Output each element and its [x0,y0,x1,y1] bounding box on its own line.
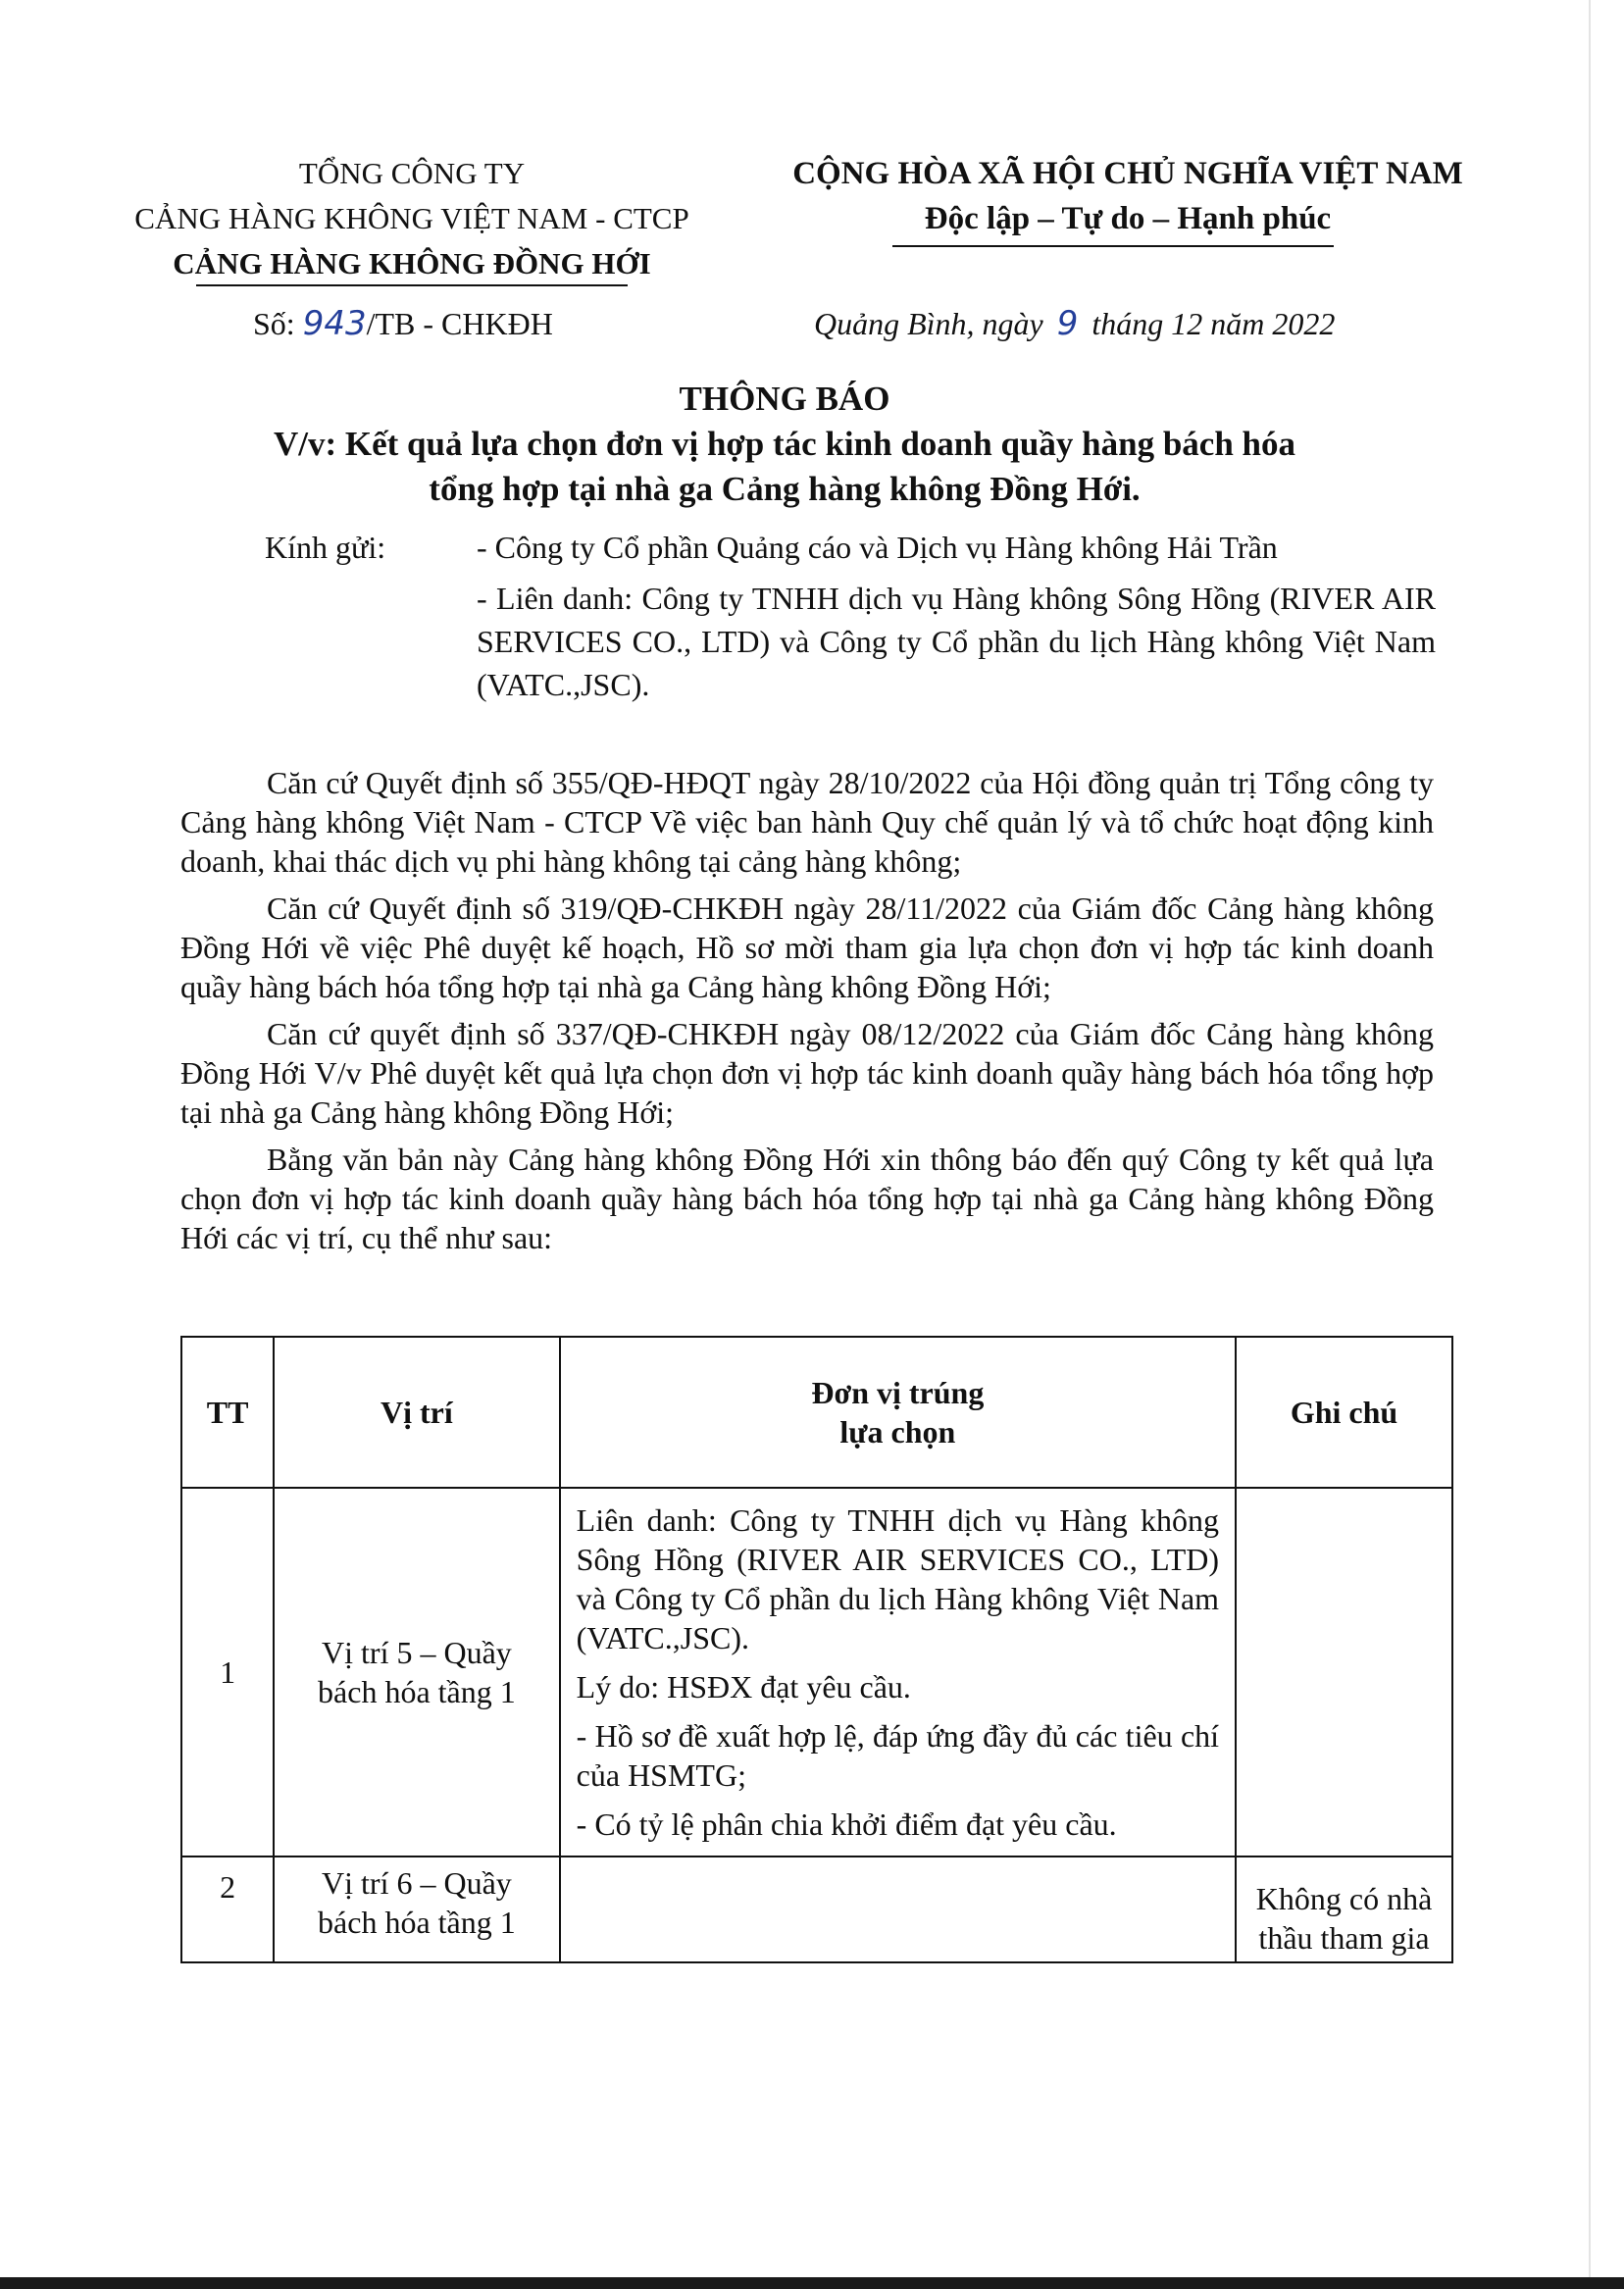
header-don-vi-line2: lựa chọn [839,1414,956,1450]
date-suffix: tháng 12 năm 2022 [1091,306,1336,341]
issuer-underline [196,284,628,286]
doc-number-suffix: /TB - CHKĐH [366,306,553,341]
header-don-vi-line1: Đơn vị trúng [811,1375,985,1410]
row1-criteria-1: - Hồ sơ đề xuất hợp lệ, đáp ứng đầy đủ các tiêu chí của HSMTG; [576,1718,1220,1793]
issuer-name: CẢNG HÀNG KHÔNG ĐỒNG HỚI [173,246,651,280]
header-don-vi [560,1337,1236,1488]
title-main: THÔNG BÁO [679,380,890,418]
issuer-header [98,151,726,286]
date-day-handwritten: 9 [1056,304,1079,343]
document-number [253,304,553,343]
title-subject-line2: tổng hợp tại nhà ga Cảng hàng không Đồng Hới. [429,470,1141,508]
document-title [147,377,1422,512]
row1-tt: 1 [181,1488,274,1857]
row2-ghi-chu [1236,1857,1452,1962]
table-header-row [181,1337,1452,1488]
row2-tt: 2 [181,1857,274,1962]
doc-number-prefix: Số: [253,306,295,341]
row2-ghi-chu-line1: Không có nhà [1255,1881,1433,1916]
header-ghi-chu: Ghi chú [1236,1337,1452,1488]
recipient-2: - Liên danh: Công ty TNHH dịch vụ Hàng không Sông Hồng (RIVER AIR SERVICES CO., LTD) và Công ty Cổ phần du lịch Hàng không Việt Nam (VATC.,JSC). [477,581,1436,702]
date-prefix: Quảng Bình, ngày [814,306,1043,341]
recipient-1: - Công ty Cổ phần Quảng cáo và Dịch vụ Hàng không Hải Trần [477,530,1278,565]
doc-number-handwritten: 943 [302,304,367,343]
header-vi-tri: Vị trí [274,1337,560,1488]
row2-don-vi [560,1857,1236,1962]
results-table [180,1336,1453,1963]
national-motto: Độc lập – Tự do – Hạnh phúc [924,201,1332,236]
table-row [181,1488,1452,1857]
paragraph-2: Căn cứ Quyết định số 319/QĐ-CHKĐH ngày 28/11/2022 của Giám đốc Cảng hàng không Đồng Hới về việc Phê duyệt kế hoạch, Hồ sơ mời tham gia lựa chọn đơn vị hợp tác kinh doanh quầy hàng bách hóa tổng hợp tại nhà ga Cảng hàng không Đồng Hới; [180,890,1434,1004]
paragraph-4: Bằng văn bản này Cảng hàng không Đồng Hới xin thông báo đến quý Công ty kết quả lựa chọn đơn vị hợp tác kinh doanh quầy hàng bách hóa tổng hợp tại nhà ga Cảng hàng không Đồng Hới các vị trí, cụ thể như sau: [180,1142,1434,1255]
title-subject-line1: V/v: Kết quả lựa chọn đơn vị hợp tác kinh doanh quầy hàng bách hóa [273,425,1296,463]
national-title: CỘNG HÒA XÃ HỘI CHỦ NGHĨA VIỆT NAM [792,156,1463,191]
document-date [814,304,1335,343]
row2-vi-tri [274,1857,560,1962]
row1-criteria-2: - Có tỷ lệ phân chia khởi điểm đạt yêu cầu. [576,1806,1117,1842]
row1-reason: Lý do: HSĐX đạt yêu cầu. [576,1669,911,1704]
row1-vi-tri-line1: Vị trí 5 – Quầy [322,1635,512,1670]
table-row [181,1857,1452,1962]
row2-ghi-chu-line2: thầu tham gia [1258,1920,1430,1956]
scan-bottom-border [0,2277,1624,2289]
document-body [180,763,1434,1265]
recipients-label: Kính gửi: [265,530,386,565]
page-edge-shadow [1589,0,1591,2289]
issuer-corporation: CẢNG HÀNG KHÔNG VIỆT NAM - CTCP [134,201,689,235]
row1-don-vi [560,1488,1236,1857]
motto-underline [892,245,1334,247]
issuer-parent-line: TỔNG CÔNG TY [298,156,526,190]
header-tt: TT [181,1337,274,1488]
row1-ghi-chu [1236,1488,1452,1857]
paragraph-3: Căn cứ quyết định số 337/QĐ-CHKĐH ngày 08/12/2022 của Giám đốc Cảng hàng không Đồng Hới V/v Phê duyệt kết quả lựa chọn đơn vị hợp tác kinh doanh quầy hàng bách hóa tổng hợp tại nhà ga Cảng hàng không Đồng Hới; [180,1016,1434,1130]
row2-vi-tri-line2: bách hóa tầng 1 [318,1905,516,1940]
paragraph-1: Căn cứ Quyết định số 355/QĐ-HĐQT ngày 28/10/2022 của Hội đồng quản trị Tổng công ty Cảng hàng không Việt Nam - CTCP Về việc ban hành Quy chế quản lý và tổ chức hoạt động kinh doanh, khai thác dịch vụ phi hàng không tại cảng hàng không; [180,765,1434,879]
row2-vi-tri-line1: Vị trí 6 – Quầy [322,1865,512,1901]
row1-vi-tri-line2: bách hóa tầng 1 [318,1674,516,1709]
national-header [745,151,1510,241]
row1-vi-tri [274,1488,560,1857]
row1-don-vi-name: Liên danh: Công ty TNHH dịch vụ Hàng không Sông Hồng (RIVER AIR SERVICES CO., LTD) và Công ty Cổ phần du lịch Hàng không Việt Nam (VATC.,JSC). [576,1502,1220,1655]
